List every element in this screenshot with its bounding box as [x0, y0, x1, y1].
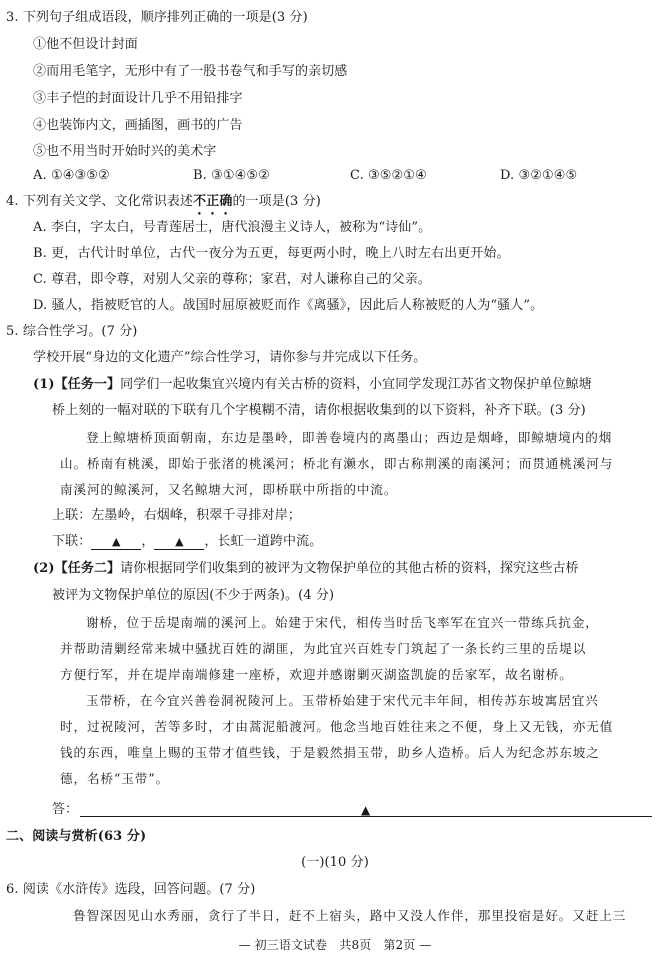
q5-task2-para2-line4: 德，名桥“玉带”。 — [60, 771, 170, 786]
q3-item-1: ①他不但设计封面 — [33, 37, 138, 52]
q5-task1-line2: 桥上刻的一幅对联的下联有几个字模糊不清，请你根据收集到的以下资料，补齐下联。(3 分) — [52, 403, 586, 418]
q5-task2-line1 — [33, 560, 579, 578]
q5-task1-label: (1)【任务一】 — [33, 377, 121, 392]
q5-task2-para2-line2: 时，过祝陵河，苦等多时，才由蒿泥船渡河。他念当地百姓往来之不便，身上又无钱，亦无值 — [60, 719, 614, 734]
q5-task2-para1-line2: 并帮助清剿经常来城中骚扰百姓的湖匪，为此宜兴百姓专门筑起了一条长约三里的岳堤以 — [60, 641, 587, 656]
q4-choice-a: A. 李白，字太白，号青莲居士，唐代浪漫主义诗人，被称为“诗仙”。 — [33, 220, 432, 235]
q4-stem-part-a: 4. 下列有关文学、文化常识表述 — [6, 194, 194, 209]
q3-choice-c: C. ③⑤②①④ — [350, 168, 427, 183]
section2-part-title: (一)(10 分) — [301, 855, 369, 870]
q5-task2-para2-line3: 钱的东西，唯皇上赐的玉带才值些钱，于是毅然捐玉带，助乡人造桥。后人为纪念苏东坡之 — [60, 745, 600, 760]
q5-task2-text1: 请你根据同学们收集到的被评为文物保护单位的其他古桥的资料，探究这些古桥 — [120, 561, 579, 576]
q3-choice-a: A. ①④③⑤② — [33, 168, 110, 183]
q6-passage-line1: 鲁智深因见山水秀丽，贪行了半日，赶不上宿头，路中又没人作伴，那里投宿是好。又赶上三 — [73, 908, 627, 923]
q5-stem: 5. 综合性学习。(7 分) — [6, 324, 138, 339]
q5-task2-line2: 被评为文物保护单位的原因(不少于两条)。(4 分) — [52, 588, 335, 603]
q5-lower-suffix: ，长虹一道跨中流。 — [204, 534, 323, 549]
q5-task2-para1-line3: 方便行军，并在堤岸南端修建一座桥，欢迎并感谢剿灭湖盗凯旋的岳家军，故名谢桥。 — [60, 667, 573, 682]
q4-choice-c: C. 尊君，即令尊，对别人父亲的尊称；家君，对人谦称自己的父亲。 — [33, 272, 431, 287]
q3-item-2: ②而用毛笔字，无形中有了一股书卷气和手写的亲切感 — [33, 64, 348, 79]
q5-lower-comma: ， — [141, 534, 155, 549]
q4-stem-part-b: 的一项是(3 分) — [232, 194, 321, 209]
q5-lower-couplet — [52, 533, 322, 551]
q5-lower-blank-1[interactable]: ▲ — [91, 535, 141, 550]
q5-task1-para-line3: 南溪河的鲸溪河，又名鲸塘大河，即桥联中所指的中流。 — [60, 482, 398, 497]
q5-lower-blank-2[interactable]: ▲ — [154, 535, 204, 550]
q5-task2-label: (2)【任务二】 — [33, 561, 121, 576]
q5-intro: 学校开展“身边的文化遗产”综合性学习，请你参与并完成以下任务。 — [33, 350, 427, 365]
q5-lower-prefix: 下联： — [52, 534, 92, 549]
q6-stem: 6. 阅读《水浒传》选段，回答问题。(7 分) — [6, 882, 256, 897]
q5-answer-label: 答： — [52, 802, 79, 817]
q4-choice-b: B. 更，古代计时单位，古代一夜分为五更，每更两小时，晚上八时左右出更开始。 — [33, 246, 510, 261]
q5-task1-line1 — [33, 376, 592, 394]
q4-choice-d: D. 骚人，指被贬官的人。战国时屈原被贬而作《离骚》，因此后人称被贬的人为“骚人”。 — [33, 298, 544, 313]
q5-task2-para2-line1: 玉带桥，在今宜兴善卷洞祝陵河上。玉带桥始建于宋代元丰年间，相传苏东坡寓居宜兴 — [86, 693, 599, 708]
q5-task1-para-line1: 登上鲸塘桥顶面朝南，东边是墨岭，即善卷境内的离墨山；西边是烟峰，即鲸塘境内的烟 — [86, 430, 613, 445]
q4-stem — [6, 193, 321, 211]
q3-item-5: ⑤也不用当时开始时兴的美术字 — [33, 144, 217, 159]
q3-choice-b: B. ③①④⑤② — [193, 168, 270, 183]
section2-title: 二、阅读与赏析(63 分) — [6, 829, 147, 844]
q3-item-4: ④也装饰内文，画插图，画书的广告 — [33, 118, 243, 133]
q3-item-3: ③丰子恺的封面设计几乎不用铅排字 — [33, 91, 243, 106]
q5-task1-para-line2: 山。桥南有桃溪，即始于张渚的桃溪河；桥北有濑水，即古称荆溪的南溪河；而贯通桃溪河与 — [60, 456, 614, 471]
q3-choice-d: D. ③②①④⑤ — [500, 168, 578, 183]
q3-stem: 3. 下列句子组成语段，顺序排列正确的一项是(3 分) — [6, 10, 308, 25]
page-footer: — 初三语文试卷 共8页 第2页 — — [238, 938, 432, 952]
q5-upper-couplet: 上联：左墨岭，右烟峰，积翠千寻排对岸； — [52, 508, 301, 523]
q5-task2-para1-line1: 谢桥，位于岳堤南端的溪河上。始建于宋代，相传当时岳飞率军在宜兴一带练兵抗金， — [86, 615, 599, 630]
q5-answer-mark: ▲ — [361, 803, 371, 817]
q5-task1-text1: 同学们一起收集宜兴境内有关古桥的资料，小宜同学发现江苏省文物保护单位鲸塘 — [120, 377, 592, 392]
q4-stem-emphasis: 不正确 — [193, 194, 233, 209]
q3-choices — [33, 167, 653, 185]
